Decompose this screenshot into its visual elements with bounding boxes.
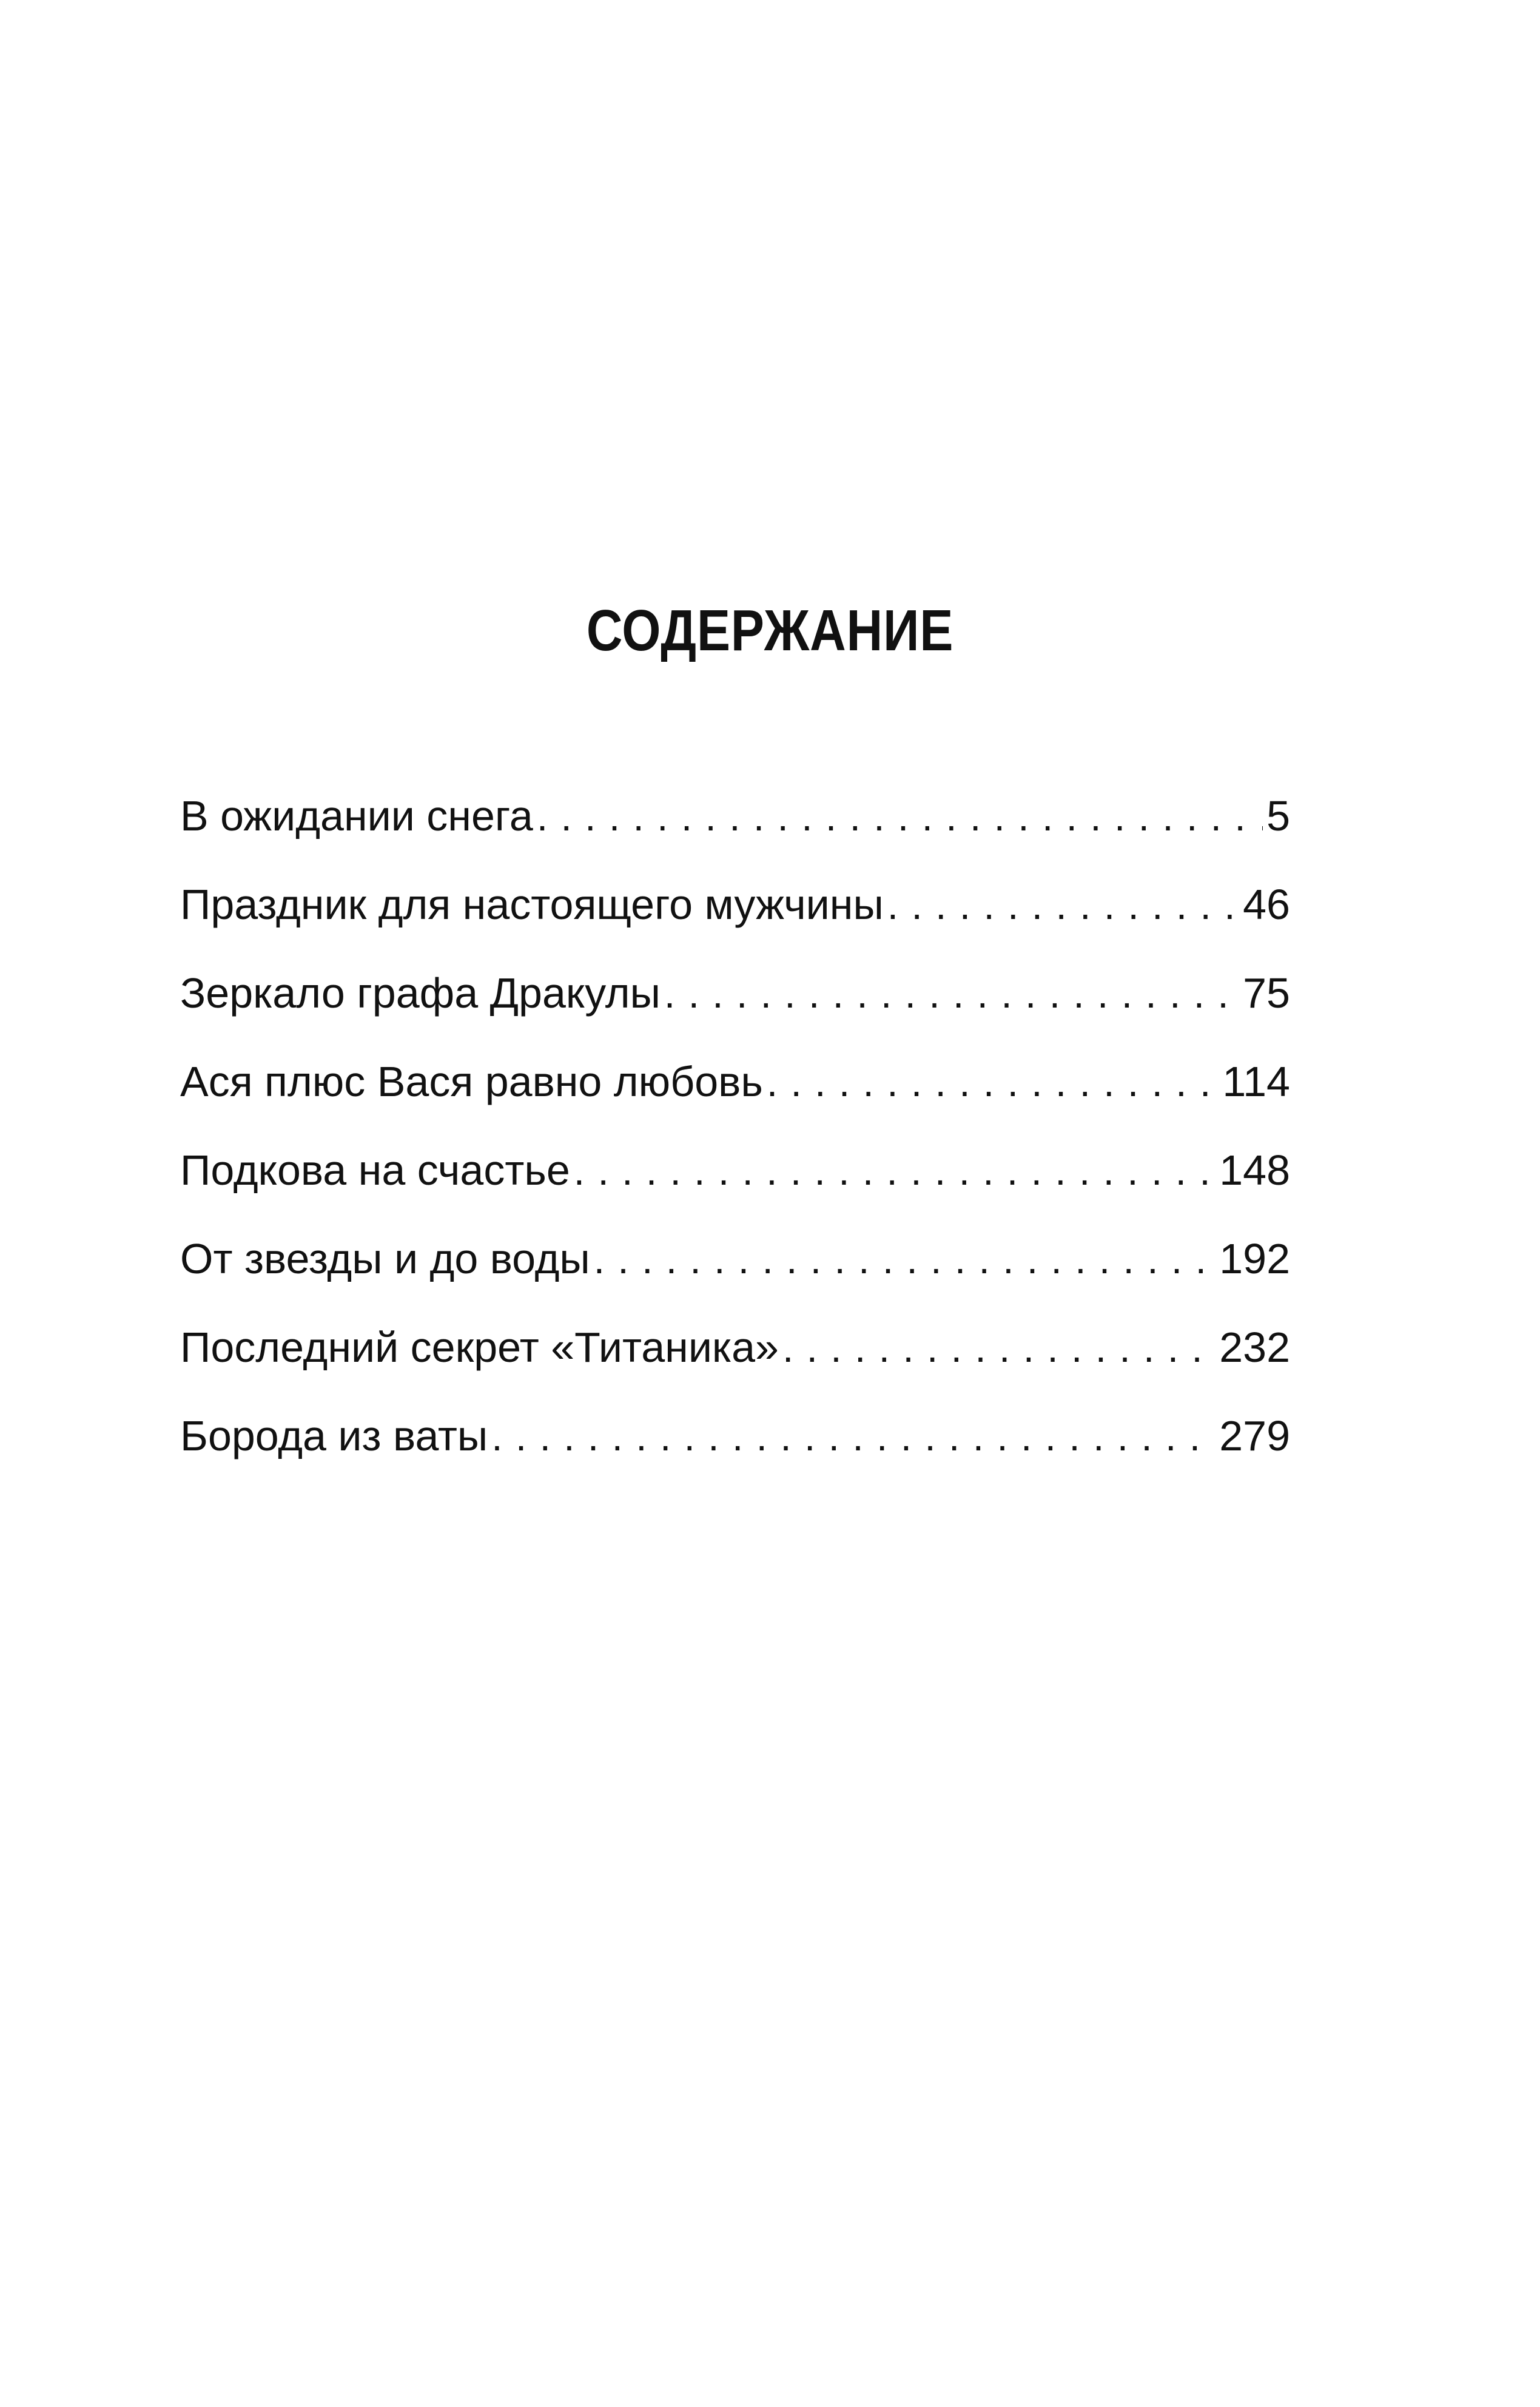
- toc-entry-title: Ася плюс Вася равно любовь: [180, 1058, 763, 1105]
- toc-entry-title: Подкова на счастье: [180, 1146, 570, 1194]
- dot-leader: [887, 878, 1239, 932]
- dot-leader: [664, 966, 1239, 1021]
- toc-entry-page: 46: [1243, 881, 1290, 928]
- toc-entry-title: Борода из ваты: [180, 1412, 488, 1459]
- toc-entry-page: 5: [1266, 792, 1290, 840]
- toc-entry-title: В ожидании снега: [180, 792, 533, 840]
- toc-entry-title: Праздник для настоящего мужчины: [180, 881, 884, 928]
- toc-entry: [180, 1054, 1290, 1143]
- toc-entry: [180, 877, 1290, 966]
- page-title: СОДЕРЖАНИЕ: [586, 598, 954, 663]
- toc-entry-page: 75: [1243, 969, 1290, 1017]
- toc-entry: [180, 1409, 1290, 1497]
- dot-leader: [537, 789, 1263, 844]
- toc-entry-page: 232: [1219, 1324, 1290, 1371]
- toc-entry-page: 279: [1219, 1412, 1290, 1459]
- toc-entry-page: 192: [1219, 1235, 1290, 1282]
- toc-entry-title: Зеркало графа Дракулы: [180, 969, 661, 1017]
- toc-entry: [180, 966, 1290, 1054]
- toc-entry: [180, 1231, 1290, 1320]
- dot-leader: [594, 1232, 1216, 1287]
- toc-entry-title: Последний секрет «Титаника»: [180, 1324, 779, 1371]
- dot-leader: [574, 1143, 1216, 1198]
- toc-entry-title: От звезды и до воды: [180, 1235, 590, 1282]
- table-of-contents: [180, 789, 1290, 1497]
- toc-entry-page: 114: [1222, 1058, 1290, 1105]
- dot-leader: [767, 1055, 1219, 1109]
- toc-entry-page: 148: [1219, 1146, 1290, 1194]
- toc-entry: [180, 789, 1290, 877]
- toc-entry: [180, 1143, 1290, 1231]
- dot-leader: [491, 1409, 1216, 1464]
- dot-leader: [782, 1321, 1216, 1375]
- toc-entry: [180, 1320, 1290, 1409]
